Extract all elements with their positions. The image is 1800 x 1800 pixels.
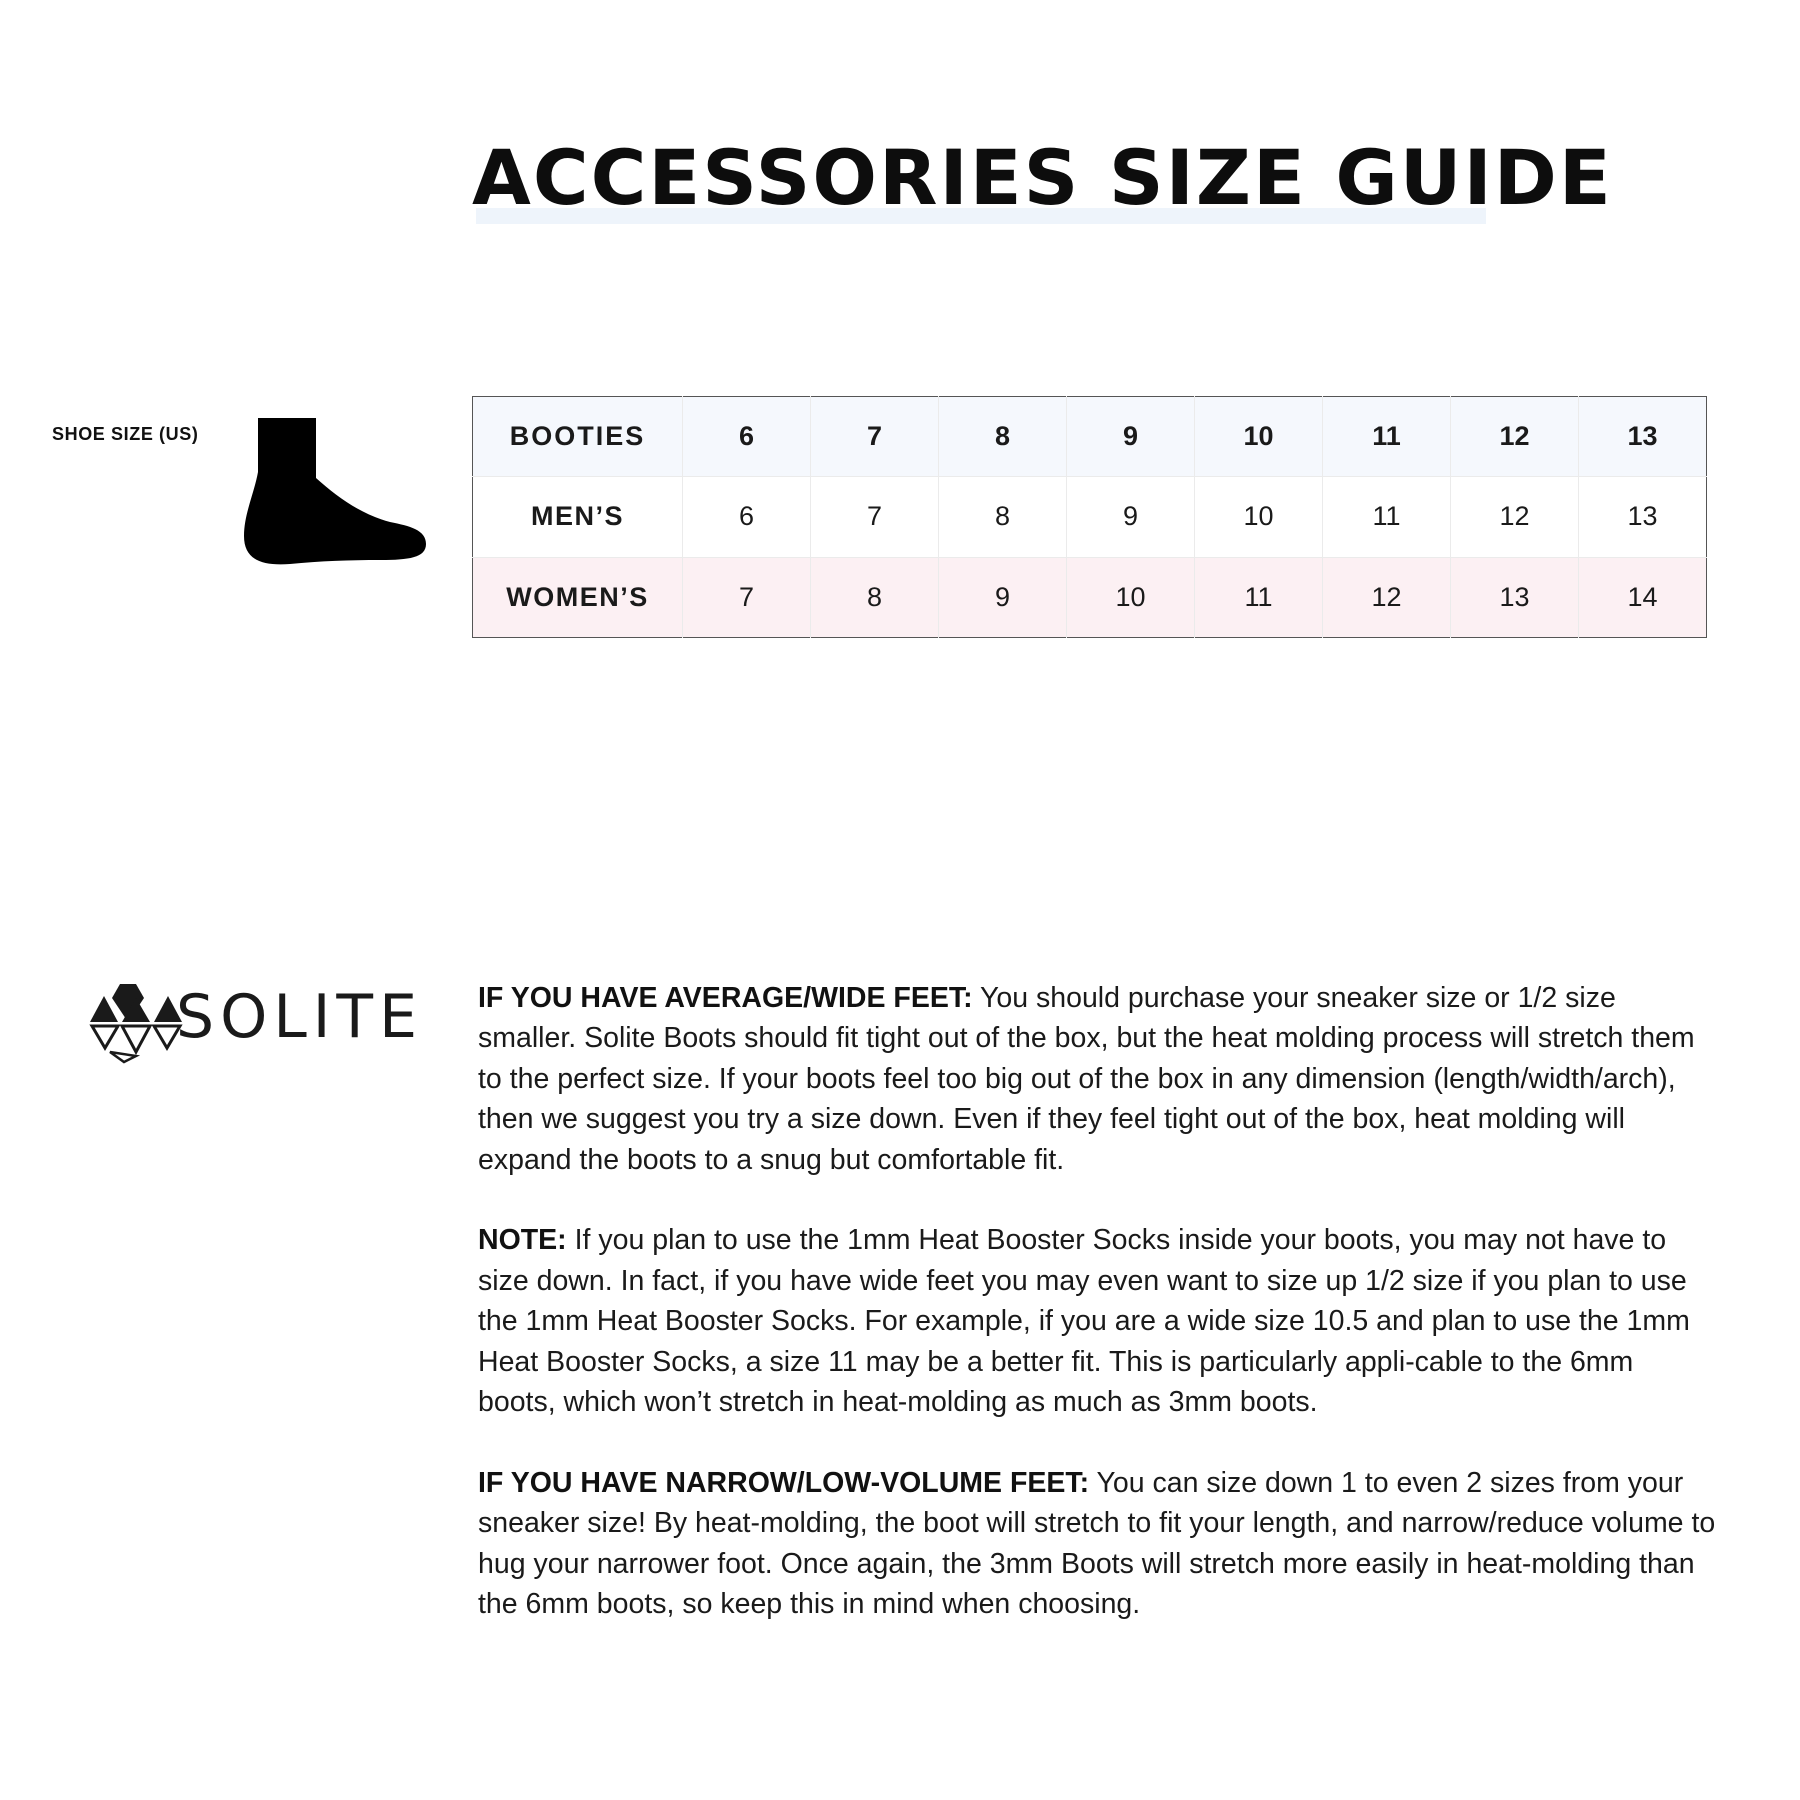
- solite-logo: [88, 982, 428, 1064]
- table-cell: 7: [811, 397, 939, 477]
- table-cell: 8: [811, 557, 939, 637]
- table-cell: 6: [683, 477, 811, 557]
- paragraph-text: You can size down 1 to even 2 sizes from your sneaker size! By heat-molding, the boot will stretch to fit your length, and narrow/reduce volume to hug your narrower foot. Once again, the 3mm Boots will stretch more easily in heat-molding than the 6mm boots, so keep this in mind when choosing.: [478, 1466, 1716, 1621]
- row-label-mens: MEN’S: [473, 477, 683, 557]
- table-cell: 10: [1195, 477, 1323, 557]
- paragraph-average-wide-feet: [478, 978, 1718, 1180]
- table-cell: 8: [939, 477, 1067, 557]
- table-cell: 9: [939, 557, 1067, 637]
- paragraph-lead: NOTE:: [478, 1224, 567, 1257]
- table-row-booties: [473, 397, 1707, 477]
- paragraph-text: You should purchase your sneaker size or 1/2 size smaller. Solite Boots should fit tight out of the box, but the heat molding process will stretch them to the perfect size. If your boots feel too big out of the box in any dimension (length/width/arch), then we suggest you try a size down. Even if they feel tight out of the box, heat molding will expand the boots to a snug but comfortable fit.: [478, 982, 1695, 1176]
- row-label-booties: BOOTIES: [473, 397, 683, 477]
- page-title-block: [472, 128, 1613, 228]
- table-cell: 10: [1067, 557, 1195, 637]
- solite-triangles-icon: [88, 982, 184, 1064]
- table-cell: 9: [1067, 397, 1195, 477]
- paragraph-lead: IF YOU HAVE NARROW/LOW-VOLUME FEET:: [478, 1466, 1090, 1499]
- table-cell: 7: [811, 477, 939, 557]
- table-cell: 11: [1195, 557, 1323, 637]
- size-table: [472, 396, 1707, 638]
- table-cell: 7: [683, 557, 811, 637]
- table-cell: 9: [1067, 477, 1195, 557]
- foot-silhouette-icon: [240, 418, 430, 566]
- table-cell: 12: [1323, 557, 1451, 637]
- row-label-womens: WOMEN’S: [473, 557, 683, 637]
- table-cell: 11: [1323, 397, 1451, 477]
- shoe-size-label: SHOE SIZE (US): [52, 424, 199, 444]
- paragraph-lead: IF YOU HAVE AVERAGE/WIDE FEET:: [478, 982, 973, 1014]
- fit-advice: [478, 978, 1718, 1665]
- table-cell: 8: [939, 397, 1067, 477]
- table-cell: 11: [1323, 477, 1451, 557]
- table-cell: 12: [1451, 477, 1579, 557]
- table-row-womens: [473, 557, 1707, 637]
- table-row-mens: [473, 477, 1707, 557]
- table-cell: 14: [1579, 557, 1707, 637]
- paragraph-text: If you plan to use the 1mm Heat Booster Socks inside your boots, you may not have to size down. In fact, if you have wide feet you may even want to size up 1/2 size if you plan to use the 1mm Heat Booster Socks. For example, if you are a wide size 10.5 and plan to use the 1mm Heat Booster Socks, a size 11 may be a better fit. This is particularly appli-cable to the 6mm boots, which won’t stretch in heat-molding as much as 3mm boots.: [478, 1224, 1690, 1419]
- paragraph-narrow-feet: [478, 1463, 1718, 1625]
- logo-wordmark: SOLITE: [176, 982, 423, 1052]
- paragraph-note: [478, 1220, 1718, 1422]
- table-cell: 12: [1451, 397, 1579, 477]
- table-cell: 6: [683, 397, 811, 477]
- page-title: ACCESSORIES SIZE GUIDE: [472, 133, 1613, 222]
- table-cell: 13: [1579, 397, 1707, 477]
- table-cell: 10: [1195, 397, 1323, 477]
- table-cell: 13: [1451, 557, 1579, 637]
- table-cell: 13: [1579, 477, 1707, 557]
